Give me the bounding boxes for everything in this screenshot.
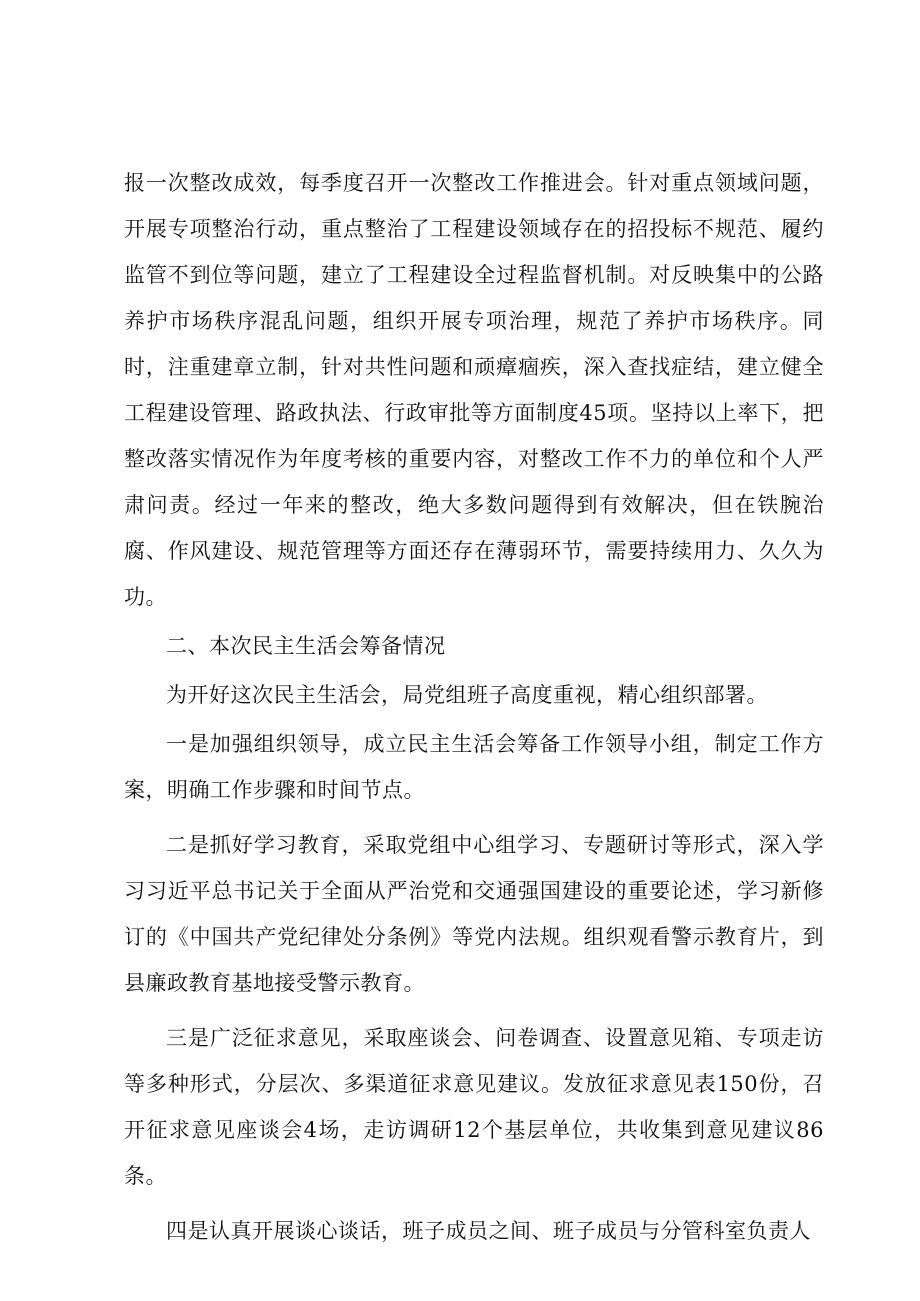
document-body <box>124 160 824 1254</box>
paragraph-study-education: 二是抓好学习教育，采取党组中心组学习、专题研讨等形式，深入学习习近平总书记关于全面从严治党和交通强国建设的重要论述，学习新修订的《中国共产党纪律处分条例》等党内法规。组织观看警示教育片，到县廉政教育基地接受警示教育。 <box>124 833 824 995</box>
paragraph-solicit-opinions: 三是广泛征求意见，采取座谈会、问卷调查、设置意见箱、专项走访等多种形式，分层次、多渠道征求意见建议。发放征求意见表150份，召开征求意见座谈会4场，走访调研12个基层单位，共收集到意见建议86条。 <box>124 1026 824 1188</box>
section-heading-preparation: 二、本次民主生活会筹备情况 <box>166 634 446 658</box>
paragraph-rectification-results: 报一次整改成效，每季度召开一次整改工作推进会。针对重点领域问题，开展专项整治行动，重点整治了工程建设领域存在的招投标不规范、履约监管不到位等问题，建立了工程建设全过程监督机制。对反映集中的公路养护市场秩序混乱问题，组织开展专项治理，规范了养护市场秩序。同时，注重建章立制，针对共性问题和顽瘴痼疾，深入查找症结，建立健全工程建设管理、路政执法、行政审批等方面制度45项。坚持以上率下，把整改落实情况作为年度考核的重要内容，对整改工作不力的单位和个人严肃问责。经过一年来的整改，绝大多数问题得到有效解决，但在铁腕治腐、作风建设、规范管理等方面还存在薄弱环节，需要持续用力、久久为功。 <box>124 171 824 609</box>
paragraph-heart-to-heart-talks: 四是认真开展谈心谈话，班子成员之间、班子成员与分管科室负责人 <box>166 1219 811 1243</box>
paragraph-organization-leadership: 一是加强组织领导，成立民主生活会筹备工作领导小组，制定工作方案，明确工作步骤和时间节点。 <box>124 732 824 802</box>
paragraph-preparation-intro: 为开好这次民主生活会，局党组班子高度重视，精心组织部署。 <box>166 683 768 707</box>
